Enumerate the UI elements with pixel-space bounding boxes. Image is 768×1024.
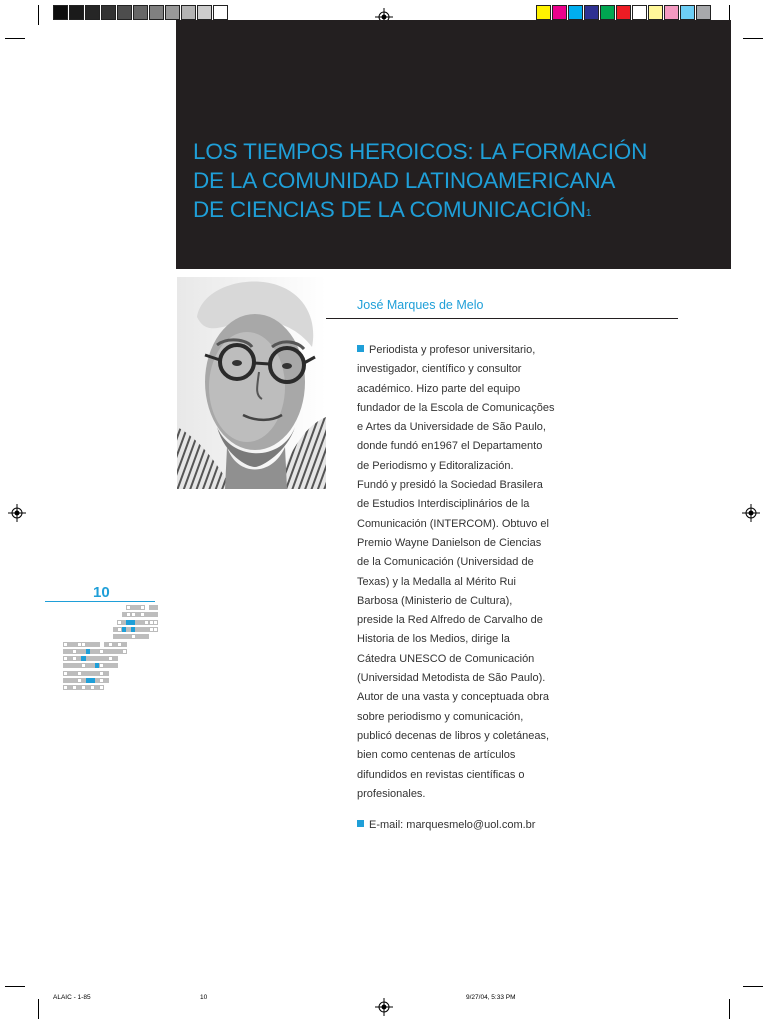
process-color-bar bbox=[536, 5, 712, 20]
color-swatch bbox=[536, 5, 551, 20]
bio-line-text: fundador de la Escola de Comunicações bbox=[357, 401, 555, 414]
bio-line-text: e Artes da Universidade de São Paulo, bbox=[357, 421, 546, 434]
color-swatch bbox=[616, 5, 631, 20]
color-swatch bbox=[101, 5, 116, 20]
color-swatch bbox=[568, 5, 583, 20]
color-swatch bbox=[69, 5, 84, 20]
author-divider bbox=[326, 318, 678, 319]
bio-line-text: Fundó y presidó la Sociedad Brasilera bbox=[357, 479, 543, 492]
page-number-rule bbox=[45, 601, 155, 602]
crop-mark bbox=[743, 38, 763, 39]
bio-line-text: preside la Red Alfredo de Carvalho de bbox=[357, 614, 543, 627]
color-swatch bbox=[181, 5, 196, 20]
color-swatch bbox=[552, 5, 567, 20]
color-swatch bbox=[133, 5, 148, 20]
bio-line bbox=[357, 380, 567, 399]
title-line: LOS TIEMPOS HEROICOS: LA FORMACIÓN bbox=[193, 139, 648, 164]
bio-line-text: profesionales. bbox=[357, 787, 426, 800]
title-line: DE CIENCIAS DE LA COMUNICACIÓN bbox=[193, 197, 586, 222]
author-bio bbox=[357, 341, 567, 804]
bio-line bbox=[357, 476, 567, 495]
bio-line bbox=[357, 708, 567, 727]
bio-line-text: difundidos en revistas científicas o bbox=[357, 768, 525, 781]
email-text: E-mail: marquesmelo@uol.com.br bbox=[369, 819, 536, 831]
title-line: DE LA COMUNIDAD LATINOAMERICANA bbox=[193, 168, 616, 193]
article-title bbox=[193, 137, 713, 224]
registration-mark-icon bbox=[742, 504, 760, 522]
bio-line-text: Cátedra UNESCO de Comunicación bbox=[357, 652, 535, 665]
crop-mark bbox=[743, 986, 763, 987]
color-swatch bbox=[584, 5, 599, 20]
bio-line bbox=[357, 766, 567, 785]
bio-line bbox=[357, 785, 567, 804]
grid-cell bbox=[153, 627, 158, 632]
registration-mark-icon bbox=[8, 504, 26, 522]
color-swatch bbox=[197, 5, 212, 20]
crop-mark bbox=[729, 999, 730, 1019]
color-swatch bbox=[53, 5, 68, 20]
bio-line bbox=[357, 534, 567, 553]
grid-cell bbox=[153, 605, 158, 610]
bio-line-text: Autor de una vasta y conceptuada obra bbox=[357, 691, 550, 704]
bio-line-text: sobre periodismo y comunicación, bbox=[357, 710, 524, 723]
color-swatch bbox=[680, 5, 695, 20]
page-number: 10 bbox=[93, 584, 110, 601]
grid-cell bbox=[140, 605, 145, 610]
bio-line bbox=[357, 418, 567, 437]
bio-line-text: de Periodismo y Editoralización. bbox=[357, 459, 514, 472]
bio-line bbox=[357, 688, 567, 707]
registration-mark-icon bbox=[375, 998, 393, 1016]
bio-line bbox=[357, 630, 567, 649]
slug-filename: ALAIC - 1-85 bbox=[53, 994, 91, 1001]
bio-line bbox=[357, 399, 567, 418]
color-swatch bbox=[149, 5, 164, 20]
color-swatch bbox=[648, 5, 663, 20]
color-swatch bbox=[85, 5, 100, 20]
slug-page: 10 bbox=[200, 994, 208, 1001]
bio-line-text: Premio Wayne Danielson de Ciencias bbox=[357, 536, 542, 549]
bio-line bbox=[357, 669, 567, 688]
bio-line-text: académico. Hizo parte del equipo bbox=[357, 382, 521, 395]
bullet-square-icon bbox=[357, 345, 364, 352]
bio-line bbox=[357, 573, 567, 592]
bio-line bbox=[357, 341, 567, 360]
grayscale-color-bar bbox=[53, 5, 229, 20]
crop-mark bbox=[5, 38, 25, 39]
author-email bbox=[357, 819, 535, 831]
pixel-grid-decoration bbox=[63, 605, 157, 693]
crop-mark bbox=[38, 999, 39, 1019]
bio-line bbox=[357, 437, 567, 456]
color-swatch bbox=[117, 5, 132, 20]
color-swatch bbox=[600, 5, 615, 20]
color-swatch bbox=[632, 5, 647, 20]
grid-cell bbox=[104, 678, 109, 683]
bio-line-text: de Estudios Interdisciplinários de la bbox=[357, 498, 530, 511]
bio-line bbox=[357, 360, 567, 379]
bio-line bbox=[357, 515, 567, 534]
crop-mark bbox=[5, 986, 25, 987]
bio-line bbox=[357, 611, 567, 630]
bio-line-text: publicó decenas de libros y coletáneas, bbox=[357, 729, 550, 742]
color-swatch bbox=[213, 5, 228, 20]
bio-line bbox=[357, 746, 567, 765]
author-name: José Marques de Melo bbox=[357, 298, 484, 312]
bio-line-text: Barbosa (Ministerio de Cultura), bbox=[357, 594, 513, 607]
grid-cell bbox=[144, 634, 149, 639]
color-swatch bbox=[165, 5, 180, 20]
slug-date: 9/27/04, 5:33 PM bbox=[466, 994, 516, 1001]
bio-line bbox=[357, 727, 567, 746]
bio-line-text: (Universidad Metodista de São Paulo). bbox=[357, 672, 546, 685]
grid-cell bbox=[122, 649, 127, 654]
crop-mark bbox=[38, 5, 39, 25]
bio-line bbox=[357, 553, 567, 572]
grid-cell bbox=[113, 663, 118, 668]
grid-cell bbox=[95, 642, 100, 647]
bio-line-text: Texas) y la Medalla al Mérito Rui bbox=[357, 575, 516, 588]
bio-line-text: bien como centenas de artículos bbox=[357, 749, 516, 762]
bio-line bbox=[357, 650, 567, 669]
grid-cell bbox=[99, 685, 104, 690]
bullet-square-icon bbox=[357, 820, 364, 827]
bio-line bbox=[357, 495, 567, 514]
title-footnote-marker: 1 bbox=[585, 208, 592, 219]
grid-cell bbox=[104, 671, 109, 676]
color-swatch bbox=[696, 5, 711, 20]
bio-line-text: Comunicación (INTERCOM). Obtuvo el bbox=[357, 517, 549, 530]
bio-line-text: Periodista y profesor universitario, bbox=[369, 344, 536, 356]
color-swatch bbox=[664, 5, 679, 20]
grid-cell bbox=[153, 612, 158, 617]
bio-line bbox=[357, 592, 567, 611]
grid-cell bbox=[153, 620, 158, 625]
bio-line-text: donde fundó en1967 el Departamento bbox=[357, 440, 543, 453]
bio-line bbox=[357, 457, 567, 476]
bio-line-text: Historia de los Medios, dirige la bbox=[357, 633, 510, 646]
bio-line-text: investigador, científico y consultor bbox=[357, 363, 522, 376]
bio-line-text: de la Comunicación (Universidad de bbox=[357, 556, 534, 569]
grid-cell bbox=[113, 656, 118, 661]
author-photo bbox=[177, 277, 326, 489]
grid-cell bbox=[122, 642, 127, 647]
